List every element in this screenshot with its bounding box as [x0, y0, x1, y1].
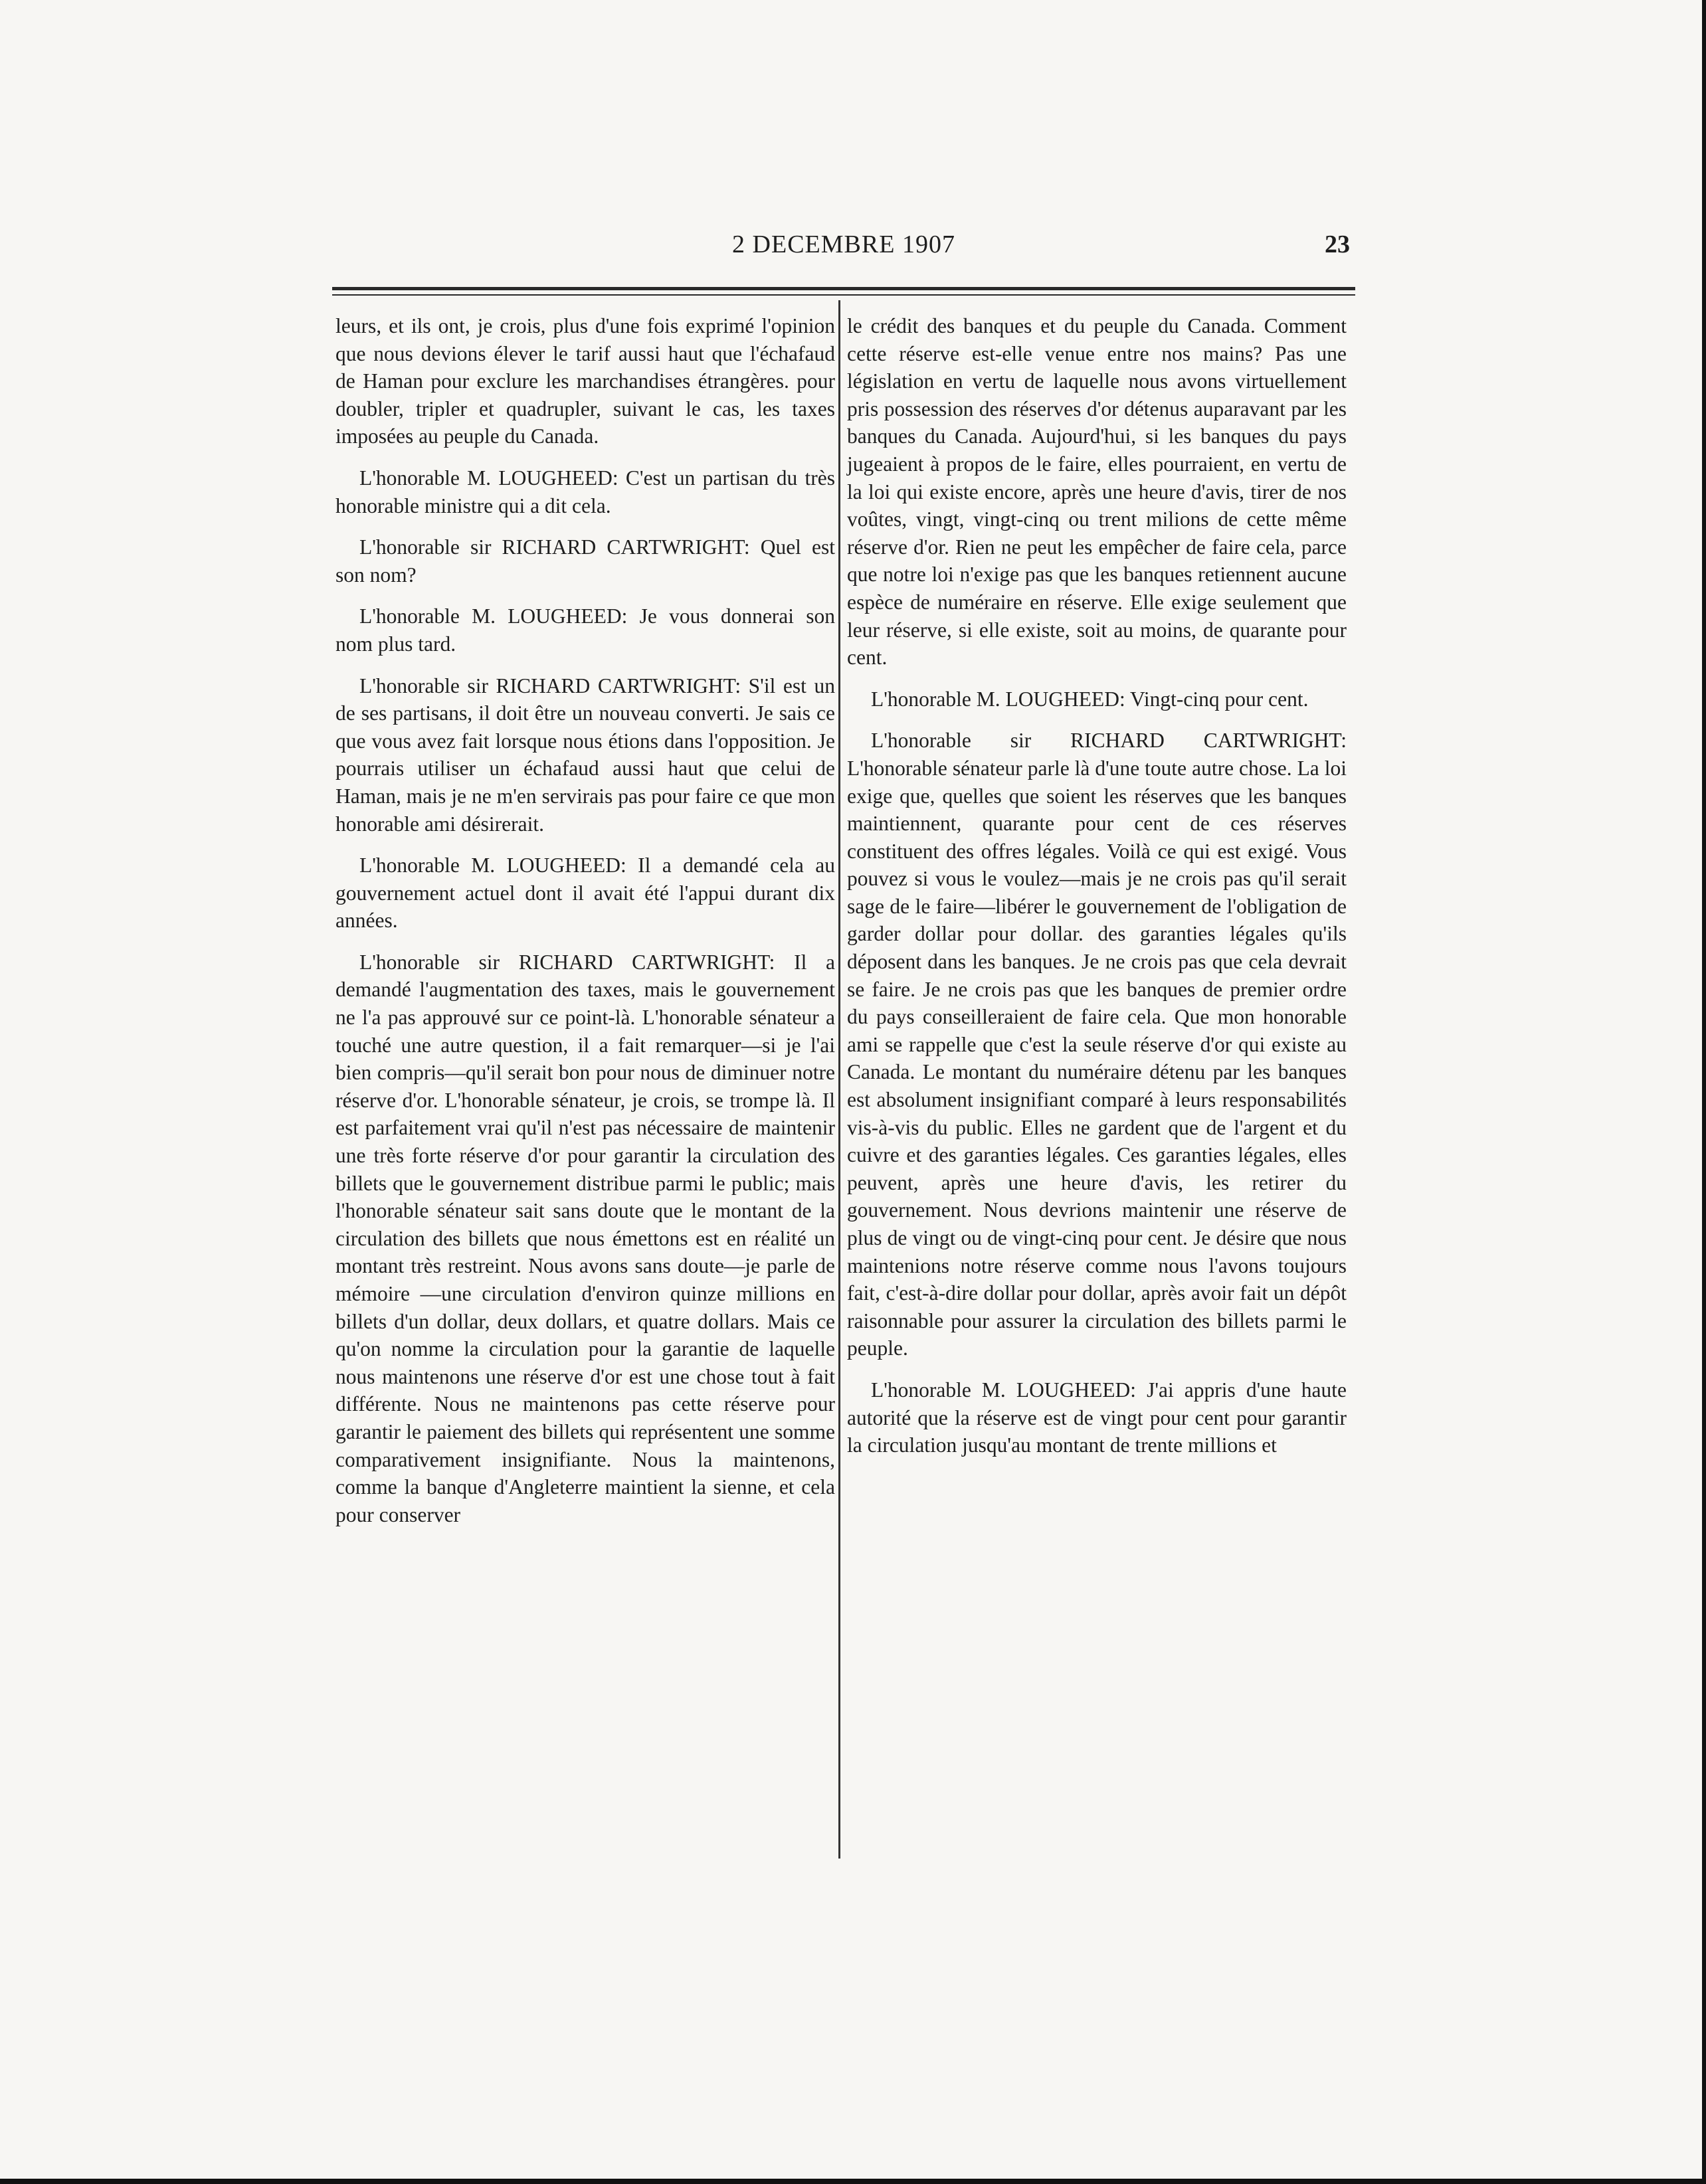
paragraph: L'honorable M. LOUGHEED: J'ai appris d'une haute autorité que la réserve est de vingt pour cent pour garantir la circulation jusqu'au montant de trente millions et	[847, 1378, 1347, 1457]
right-column	[847, 312, 1347, 1473]
paragraph: L'honorable M. LOUGHEED: C'est un partisan du très honorable ministre qui a dit cela.	[335, 466, 835, 517]
left-column	[335, 312, 835, 1542]
paragraph: L'honorable M. LOUGHEED: Vingt-cinq pour cent.	[871, 687, 1309, 711]
scan-edge-bottom	[0, 2179, 1706, 2184]
scan-edge-right	[1702, 0, 1706, 2184]
paragraph: L'honorable sir RICHARD CARTWRIGHT: Quel est son nom?	[335, 535, 835, 587]
paragraph: L'honorable sir RICHARD CARTWRIGHT: S'il est un de ses partisans, il doit être un nouveau converti. Je sais ce que vous avez fait lorsque nous étions dans l'opposition. Je pourrais utiliser un échafaud aussi haut que celui de Haman, mais je ne m'en servirais pas pour faire ce que mon honorable ami désirerait.	[335, 674, 835, 836]
paragraph: L'honorable sir RICHARD CARTWRIGHT: Il a demandé l'augmentation des taxes, mais le gouvernement ne l'a pas approuvé sur ce point-là. L'honorable sénateur a touché une autre question, il a fait remarquer—si je l'ai bien compris—qu'il serait bon pour nous de diminuer notre réserve d'or. L'honorable sénateur, je crois, se trompe là. Il est parfaitement vrai qu'il n'est pas nécessaire de maintenir une très forte réserve d'or pour garantir la circulation des billets que le gouvernement distribue parmi le public; mais l'honorable sénateur sait sans doute que le montant de la circulation des billets que nous émettons est en réalité un montant très restreint. Nous avons sans doute—je parle de mémoire —une circulation d'environ quinze millions en billets d'un dollar, deux dollars, et quatre dollars. Mais ce qu'on nomme la circulation pour la garantie de laquelle nous maintenons une réserve d'or est une chose tout à fait différente. Nous ne maintenons pas cette réserve pour garantir le paiement des billets qui représentent une somme comparativement insignifiante. Nous la maintenons, comme la banque d'Angleterre maintient la sienne, et cela pour conserver	[335, 950, 835, 1526]
paragraph: L'honorable M. LOUGHEED: Il a demandé cela au gouvernement actuel dont il avait été l'appui durant dix années.	[335, 854, 835, 933]
header-rule-thin	[332, 294, 1355, 296]
header-rule-thick	[332, 287, 1355, 290]
header-date: 2 DECEMBRE 1907	[732, 230, 955, 258]
paragraph: leurs, et ils ont, je crois, plus d'une fois exprimé l'opinion que nous devions élever le tarif aussi haut que l'échafaud de Haman pour exclure les marchandises étrangères. pour doubler, tripler et quadrupler, suivant le cas, les taxes imposées au peuple du Canada.	[335, 314, 835, 448]
page-header	[332, 230, 1355, 263]
paragraph: L'honorable M. LOUGHEED: Je vous donnerai son nom plus tard.	[335, 604, 835, 656]
paragraph: L'honorable sir RICHARD CARTWRIGHT: L'honorable sénateur parle là d'une toute autre chose. La loi exige que, quelles que soient les réserves que les banques maintiennent, quarante pour cent de ces réserves constituent des offres légales. Voilà ce qui est exigé. Vous pouvez si vous le voulez—mais je ne crois pas qu'il serait sage de le faire—libérer le gouvernement de l'obligation de garder dollar pour dollar. des garanties légales qu'ils déposent dans les banques. Je ne crois pas que cela devrait se faire. Je ne crois pas que les banques de premier ordre du pays conseilleraient de faire cela. Que mon honorable ami se rappelle que c'est la seule réserve d'or qui existe au Canada. Le montant du numéraire détenu par les banques est absolument insignifiant comparé à leurs responsabilités vis-à-vis du public. Elles ne gardent que de l'argent et du cuivre et des garanties légales. Ces garanties légales, elles peuvent, après une heure d'avis, les retirer du gouvernement. Nous devrions maintenir une réserve de plus de vingt ou de vingt-cinq pour cent. Je désire que nous maintenions notre réserve comme nous l'avons toujours fait, c'est-à-dire dollar pour dollar, après avoir fait un dépôt raisonnable pour assurer la circulation des billets parmi le peuple.	[847, 729, 1347, 1360]
column-divider	[838, 300, 840, 1859]
paragraph: le crédit des banques et du peuple du Canada. Comment cette réserve est-elle venue entre nos mains? Pas une législation en vertu de laquelle nous avons virtuellement pris possession des réserves d'or détenus auparavant par les banques du Canada. Aujourd'hui, si les banques du pays jugeaient à propos de le faire, elles pourraient, en vertu de la loi qui existe encore, après une heure d'avis, tirer de nos voûtes, vingt, vingt-cinq ou trent milions de cette même réserve d'or. Rien ne peut les empêcher de faire cela, parce que notre loi n'exige pas que les banques retiennent aucune espèce de numéraire en réserve. Elle exige seulement que leur réserve, si elle existe, soit au moins, de quarante pour cent.	[847, 314, 1347, 670]
page-number: 23	[1325, 230, 1350, 258]
